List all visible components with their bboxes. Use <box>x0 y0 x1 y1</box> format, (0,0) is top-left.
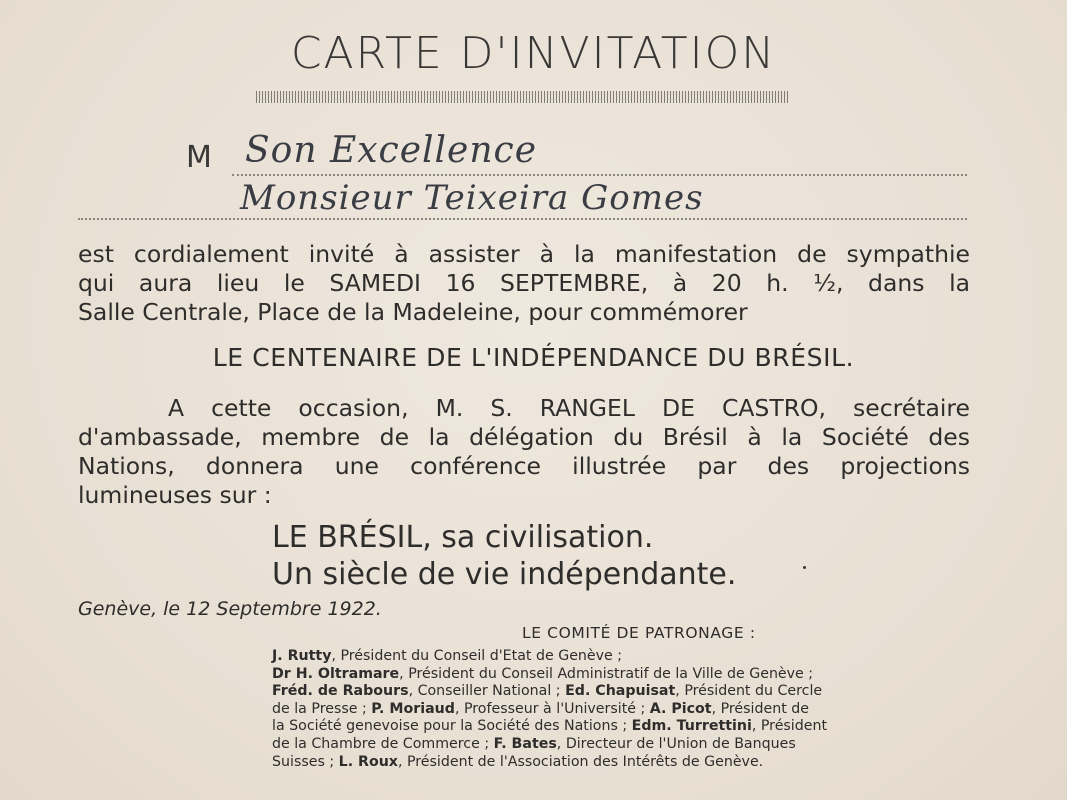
committee-line <box>272 701 972 719</box>
paragraph1-line-1: est cordialement invité à assister à la manifestation de sympathie <box>78 240 970 268</box>
committee-member-role: Suisses ; <box>272 753 339 770</box>
committee-member-role: , Conseiller National ; <box>408 683 566 700</box>
committee-member-role: de la Presse ; <box>272 700 372 717</box>
committee-member-name: Edm. Turrettini <box>631 718 752 735</box>
decorative-rule <box>256 91 789 103</box>
committee-member-name: P. Moriaud <box>371 700 455 717</box>
committee-member-role: , Président de l'Association des Intérêts de Genève. <box>397 753 764 770</box>
committee-line <box>272 683 972 701</box>
paragraph1-line-2: qui aura lieu le SAMEDI 16 SEPTEMBRE, à 20 h. ½, dans la <box>78 269 970 297</box>
paragraph1-line-3: Salle Centrale, Place de la Madeleine, pour commémorer <box>78 298 748 326</box>
paragraph2-line-4: lumineuses sur : <box>78 481 272 509</box>
date-line: Genève, le 12 Septembre 1922. <box>78 598 382 620</box>
committee-member-name: L. Roux <box>338 753 398 770</box>
committee-line <box>272 736 972 754</box>
committee-title: LE COMITÉ DE PATRONAGE : <box>522 624 756 642</box>
paragraph2-line-2: d'ambassade, membre de la délégation du Brésil à la Société des <box>78 423 970 451</box>
committee-member-role: , Président de <box>711 700 810 717</box>
committee-member-name: A. Picot <box>649 700 712 717</box>
committee-member-role: , Président <box>751 718 828 735</box>
committee-member-role: , Professeur à l'Université ; <box>454 700 650 717</box>
centenary-heading: LE CENTENAIRE DE L'INDÉPENDANCE DU BRÉSIL. <box>212 343 855 372</box>
subject-line-2: Un siècle de vie indépendante. <box>272 557 737 592</box>
committee-line <box>272 648 972 666</box>
handwritten-line-2: Monsieur Teixeira Gomes <box>240 178 704 218</box>
committee-member-name: Ed. Chapuisat <box>565 683 676 700</box>
committee-member-role: , Président du Conseil d'Etat de Genève ; <box>331 648 623 664</box>
subject-line-1: LE BRÉSIL, sa civilisation. <box>272 520 654 555</box>
ink-dot <box>803 566 806 569</box>
committee-line <box>272 666 972 684</box>
committee-member-role: , Président du Conseil Administratif de la Ville de Genève ; <box>399 665 814 682</box>
committee-member-name: F. Bates <box>493 735 557 752</box>
committee-line <box>272 754 972 772</box>
committee-line <box>272 718 972 736</box>
committee-member-role: la Société genevoise pour la Société des Nations ; <box>272 718 632 735</box>
committee-member-role: , Directeur de l'Union de Banques <box>556 735 796 752</box>
dotted-line-2 <box>78 218 967 220</box>
committee-member-name: Dr H. Oltramare <box>272 665 400 682</box>
handwritten-line-1: Son Excellence <box>245 130 537 171</box>
card-title: CARTE D'INVITATION <box>290 28 777 79</box>
committee-member-role: , Président du Cercle <box>675 683 823 700</box>
committee-member-name: J. Rutty <box>272 648 332 664</box>
paragraph2-line-1: A cette occasion, M. S. RANGEL DE CASTRO, secrétaire <box>168 394 970 422</box>
committee-member-role: de la Chambre de Commerce ; <box>272 735 494 752</box>
dotted-line-1 <box>232 174 967 176</box>
salutation: M <box>186 140 212 175</box>
committee-member-name: Fréd. de Rabours <box>272 683 409 700</box>
paragraph2-line-3: Nations, donnera une conférence illustrée par des projections <box>78 452 970 480</box>
committee-list <box>272 648 972 771</box>
